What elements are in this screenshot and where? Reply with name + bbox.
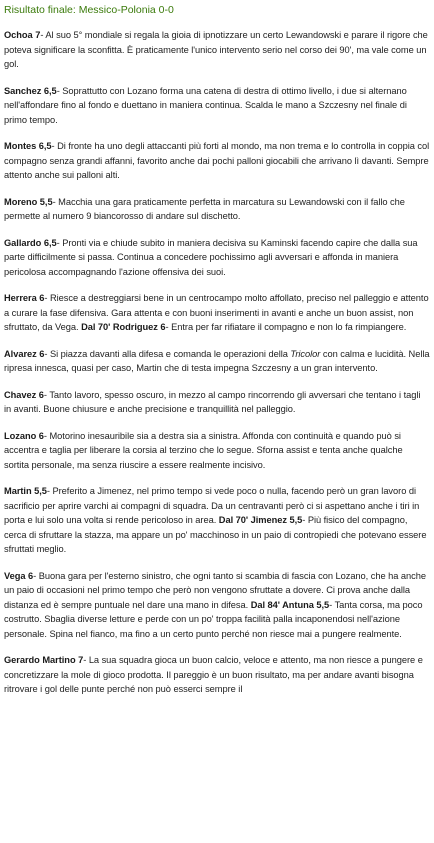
player-comment: - Riesce a destreggiarsi bene in un centrocampo molto affollato, preciso nel palleggio e attento a curare la fase difensiva. Gara attenta e con buoni inserimenti in avanti e anche un buon assist, non sfruttato, da Vega.: [4, 293, 429, 332]
player-rating-moreno: [4, 195, 430, 224]
player-rating-ochoa: [4, 28, 430, 72]
player-rating-lozano: [4, 429, 430, 473]
player-name: Ochoa 7: [4, 30, 41, 40]
player-comment: - Al suo 5° mondiale si regala la gioia di ipnotizzare un certo Lewandowski e parare il rigore che poteva significare la sconfitta. È praticamente l'unico intervento serio nel corso dei 90', ma vale come un gol.: [4, 30, 428, 69]
player-name: Gallardo 6,5: [4, 237, 57, 248]
player-rating-gallardo: [4, 236, 430, 280]
player-name: Sanchez 6,5: [4, 85, 57, 96]
player-comment: - Soprattutto con Lozano forma una catena di destra di ottimo livello, i due si alternano nell'affondare fino al fondo e duettano in maniera continua. Scalda le mano a Szczesny nel finale di primo tempo.: [4, 85, 407, 125]
player-name: Herrera 6: [4, 293, 45, 303]
player-rating-vega: [4, 569, 430, 642]
player-rating-alvarez: [4, 347, 430, 376]
substitute-comment: - Tanta corsa, ma poco costrutto. Sbaglia diverse letture e perde con un po' troppa facilità palla incaponendosi nell'azione personale. Spina nel fianco, ma fino a un certo punto perché non riesce mai a pungere realmente.: [4, 599, 423, 639]
player-name: Lozano 6: [4, 430, 44, 441]
player-comment: - Motorino inesauribile sia a destra sia a sinistra. Affonda con continuità e quando può si accentra e taglia per liberare la corsia al terzino che lo segue. Sforna assist e tenta anche qualche sortita personale, ma senza riuscire a essere realmente incisivo.: [4, 430, 403, 470]
player-rating-herrera: [4, 291, 430, 335]
team-nickname: Tricolor: [290, 348, 321, 359]
coach-rating-martino: [4, 653, 430, 697]
substitute-name: Dal 70' Jimenez 5,5: [218, 515, 303, 525]
player-comment: - Tanto lavoro, spesso oscuro, in mezzo al campo rincorrendo gli avversari che tentano i tagli in avanti. Buone chiusure e anche precisione e tranquillità nel palleggio.: [4, 389, 421, 414]
player-comment: - Preferito a Jimenez, nel primo tempo si vede poco o nulla, facendo però un gran lavoro di sacrificio per aprire varchi ai compagni di squadra. Da un centravanti però ci si aspettano anche i tiri in porta e lui solo una volta si rende pericoloso in area.: [4, 486, 420, 525]
player-comment: - Buona gara per l'esterno sinistro, che ogni tanto si scambia di fascia con Lozano, che ha anche un paio di occasioni nel primo tempo che però non vengono sfruttate a dovere. Ci prova anche dalla distanza ed è sempre puntuale nel dare una mano in difesa.: [4, 570, 426, 610]
substitute-name: Dal 84' Antuna 5,5: [250, 599, 330, 610]
player-rating-sanchez: [4, 84, 430, 128]
player-name: Martin 5,5: [4, 486, 47, 496]
player-comment-continued: con calma e lucidità. Nella ripresa innesca, quasi per caso, Martin che di testa impegna Szczesny a un gran intervento.: [4, 348, 430, 373]
player-name: Vega 6: [4, 570, 34, 581]
player-comment: - Macchia una gara praticamente perfetta in marcatura su Lewandowski con il fallo che permette al numero 9 biancorosso di andare sul dischetto.: [4, 196, 405, 221]
final-score-heading: Risultato finale: Messico-Polonia 0-0: [4, 4, 174, 16]
substitute-name: Dal 70' Rodriguez 6: [81, 322, 166, 332]
coach-comment: - La sua squadra gioca un buon calcio, veloce e attento, ma non riesce a pungere e concretizzare la mole di gioco prodotta. Il pareggio è un buon risultato, ma per andare avanti bisogna ritrovare i gol delle punte perché non può esserci sempre il: [4, 655, 423, 694]
coach-name: Gerardo Martino 7: [4, 655, 84, 665]
player-rating-martin: [4, 484, 430, 557]
player-rating-montes: [4, 139, 430, 183]
substitute-comment: - Più fisico del compagno, cerca di sfruttare la stazza, ma appare un po' macchinoso in un paio di contropiedi che potevano essere sfruttati meglio.: [4, 515, 427, 554]
player-rating-chavez: [4, 388, 430, 417]
player-comment: - Di fronte ha uno degli attaccanti più forti al mondo, ma non trema e lo controlla in coppia col compagno senza grandi affanni, favorito anche dai pochi palloni giocabili che arrivano lì davanti. Sempre attento anche sui palloni alti.: [4, 141, 430, 180]
substitute-comment: - Entra per far rifiatare il compagno e non lo fa rimpiangere.: [165, 322, 407, 332]
player-name: Alvarez 6: [4, 348, 45, 359]
player-comment: - Pronti via e chiude subito in maniera decisiva su Kaminski facendo capire che dalla sua parte difficilmente si passa. Continua a concedere pochissimo agli avversari e affonda in maniera pericolosa accompagnando l'azione offensiva dei suoi.: [4, 237, 418, 277]
player-name: Chavez 6: [4, 389, 44, 400]
player-name: Moreno 5,5: [4, 196, 53, 207]
player-name: Montes 6,5: [4, 141, 52, 151]
player-comment: - Si piazza davanti alla difesa e comanda le operazioni della: [44, 348, 291, 359]
